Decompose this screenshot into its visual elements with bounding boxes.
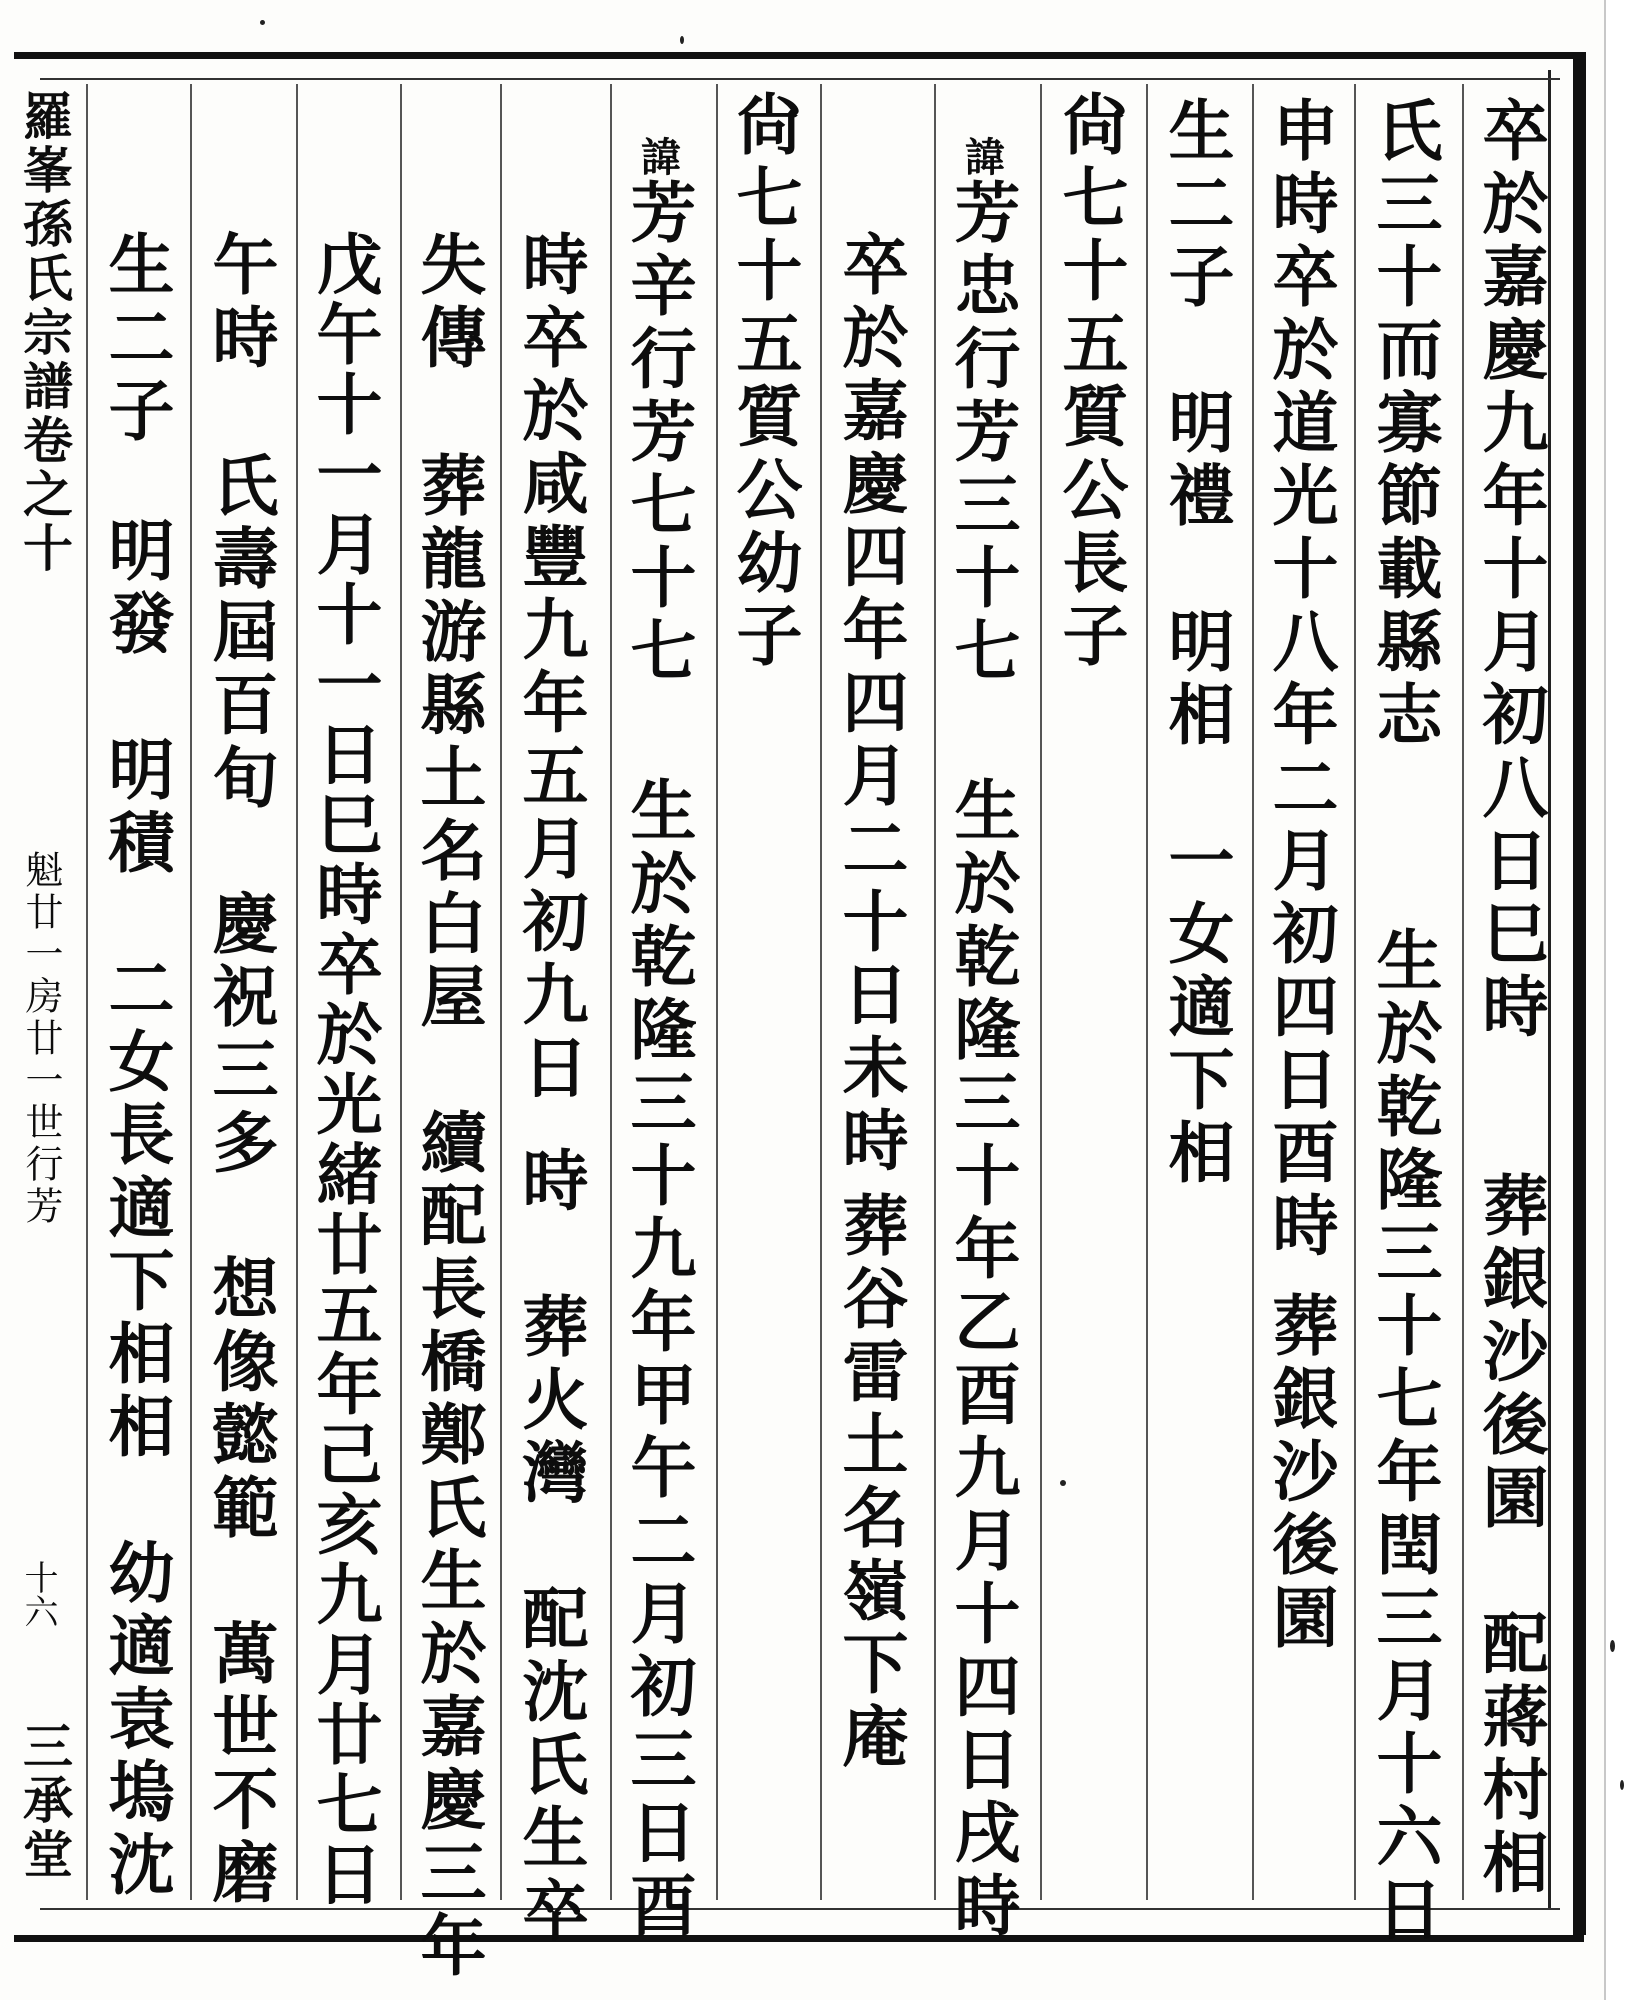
- margin-column: [8, 90, 74, 1910]
- column-text-upper: 芳忠行芳三十七: [943, 178, 1021, 689]
- column-text-upper: 戊午十一月十一日巳時卒於光緒廿五年己亥九月廿七日: [305, 230, 383, 1910]
- book-title: [8, 90, 80, 576]
- column-rule: [1146, 84, 1148, 1900]
- column-rule: [500, 84, 502, 1900]
- text-column-2: [1358, 96, 1450, 1948]
- text-column-12: [298, 96, 390, 1910]
- column-text-upper: 生二子 明禮 明相 一女適下相: [1157, 96, 1235, 1191]
- column-text-lower: 生於乾隆三十七年閏三月十六日: [1365, 926, 1443, 1948]
- hall-name: 三承堂: [15, 1720, 74, 1882]
- column-rule: [1354, 84, 1356, 1900]
- column-text-upper: 午時: [201, 230, 279, 376]
- column-text-lower: 葬銀沙後園: [1261, 1291, 1339, 1656]
- column-rule: [820, 84, 822, 1900]
- column-text-lower: 葬谷雷土名嶺下庵: [831, 1191, 909, 1775]
- column-rule: [86, 84, 88, 1900]
- column-text-upper: 卒於嘉慶四年四月二十日未時: [831, 230, 909, 1179]
- column-text-lower: 葬龍游縣土名白屋 續配長橋鄭氏生於嘉慶三年: [409, 451, 487, 1984]
- column-text-lower: 氏壽屆百旬 慶祝三多 想像懿範 萬世不磨: [201, 451, 279, 1911]
- column-text-lower: 明發 明積 二女長適下相相 幼適袁塢沈: [97, 516, 175, 1903]
- column-text-upper: 生二子: [97, 230, 175, 449]
- column-text-upper: 芳辛行芳七十七: [619, 178, 697, 689]
- ink-speck: [260, 20, 265, 25]
- text-column-8: [718, 90, 810, 1890]
- text-column-11: [402, 96, 494, 1984]
- text-column-6: [936, 96, 1028, 1944]
- text-column-5: [1044, 90, 1136, 1890]
- column-text-lower: 生於乾隆三十九年甲午二月初三日酉: [619, 776, 697, 1944]
- column-text-lower: 生於乾隆三十年乙酉九月十四日戌時: [943, 776, 1021, 1944]
- right-border: [1573, 52, 1586, 1935]
- text-column-7: [824, 96, 916, 1896]
- column-text-upper: 氏三十而寡節載縣志: [1365, 96, 1443, 753]
- ink-speck: [1060, 1480, 1066, 1486]
- text-column-1: [1464, 96, 1556, 1901]
- column-text-upper: 尙七十五質公長子: [1051, 90, 1129, 674]
- text-column-14: [90, 96, 182, 1903]
- column-text-upper: 時卒於咸豐九年五月初九日: [511, 230, 589, 1106]
- ink-speck: [680, 36, 684, 44]
- column-text-upper: 失傳: [409, 230, 487, 376]
- column-text-lower: 時 葬火灣 配沈氏生卒: [511, 1146, 589, 1949]
- taboo-name-label: 諱: [958, 136, 1006, 178]
- column-rule: [190, 84, 192, 1900]
- taboo-name-label: 諱: [634, 136, 682, 178]
- ink-speck: [1620, 1780, 1624, 1790]
- text-column-13: [194, 96, 286, 1911]
- text-column-10: [504, 96, 596, 1949]
- column-text-lower: 葬銀沙後園 配蔣村相: [1471, 1171, 1549, 1901]
- text-column-4: [1150, 96, 1242, 1896]
- volume-text: 卷之十: [15, 414, 74, 576]
- text-column-9: [612, 96, 704, 1944]
- column-text-upper: 申時卒於道光十八年二月初四日酉時: [1261, 96, 1339, 1264]
- column-text-upper: 尙七十五質公幼子: [725, 90, 803, 674]
- column-text-upper: 卒於嘉慶九年十月初八日巳時: [1471, 96, 1549, 1045]
- page-number: 十六: [18, 1560, 58, 1628]
- column-rule: [1040, 84, 1042, 1900]
- binding-edge: [1604, 0, 1644, 2000]
- ink-speck: [1610, 1640, 1615, 1652]
- text-column-3: [1254, 96, 1346, 1896]
- branch-label: 魁廿一房廿一世行芳: [19, 850, 63, 1228]
- book-title-text: 羅峯孫氏宗譜: [15, 90, 74, 414]
